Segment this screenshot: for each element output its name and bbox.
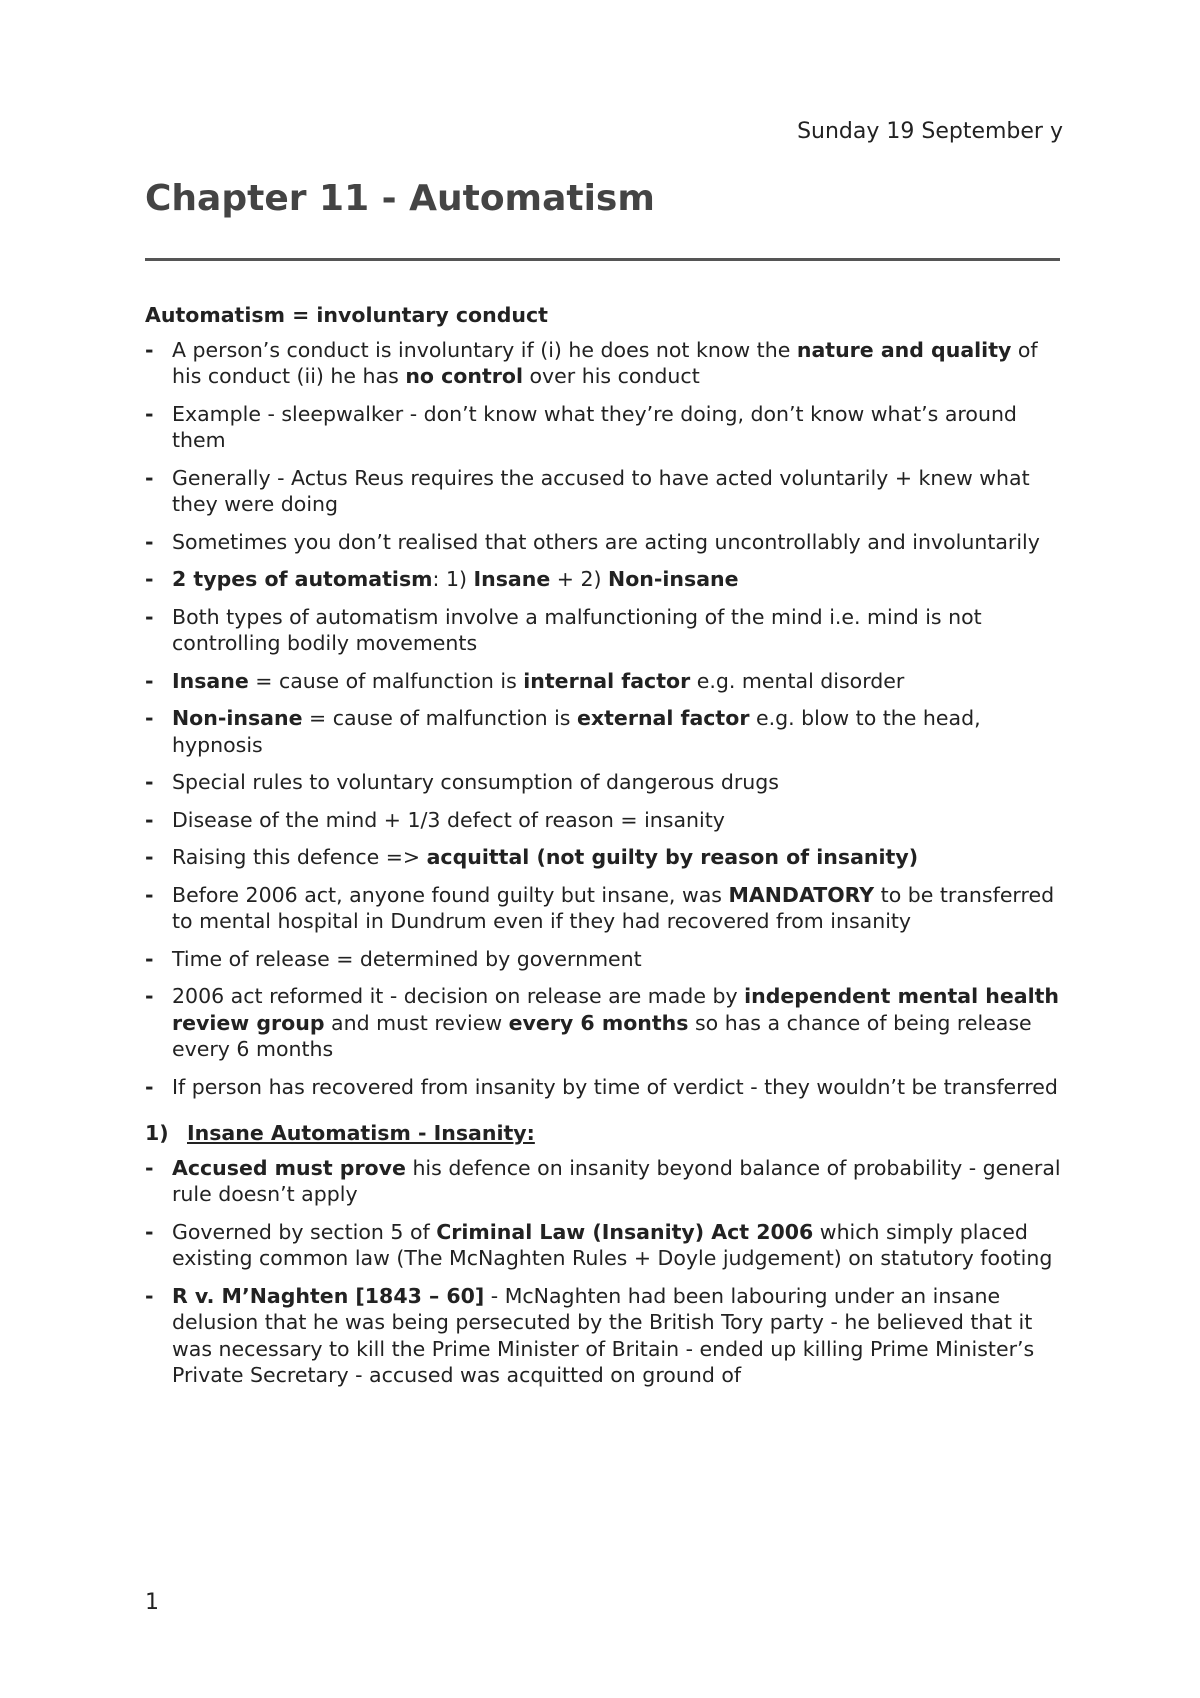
- list-item: - Generally - Actus Reus requires the accused to have acted voluntarily + knew what they were doing: [145, 465, 1065, 518]
- list-item: - 2 types of automatism: 1) Insane + 2) Non-insane: [145, 566, 1065, 593]
- list-item: - Governed by section 5 of Criminal Law (Insanity) Act 2006 which simply placed existing common law (The McNaghten Rules + Doyle judgement) on statutory footing: [145, 1219, 1065, 1272]
- list-item: - Disease of the mind + 1/3 defect of reason = insanity: [145, 807, 1065, 834]
- intro-heading: Automatism = involuntary conduct: [145, 303, 548, 327]
- intro-bullet-list: [145, 337, 1065, 1101]
- list-item: - Insane = cause of malfunction is internal factor e.g. mental disorder: [145, 668, 1065, 695]
- list-item: - Before 2006 act, anyone found guilty but insane, was MANDATORY to be transferred to mental hospital in Dundrum even if they had recovered from insanity: [145, 882, 1065, 935]
- list-item: - R v. M’Naghten [1843 – 60] - McNaghten had been labouring under an insane delusion that he was being persecuted by the British Tory party - he believed that it was necessary to kill the Prime Minister of Britain - ended up killing Prime Minister’s Private Secretary - accused was acquitted on ground of: [145, 1283, 1065, 1389]
- list-item: - Sometimes you don’t realised that others are acting uncontrollably and involuntarily: [145, 529, 1065, 556]
- list-item: - Accused must prove his defence on insanity beyond balance of probability - general rule doesn’t apply: [145, 1155, 1065, 1208]
- section-1-heading: 1) Insane Automatism - Insanity:: [145, 1121, 535, 1145]
- page-title: Chapter 11 - Automatism: [145, 178, 655, 219]
- list-item: - 2006 act reformed it - decision on release are made by independent mental health review group and must review every 6 months so has a chance of being release every 6 months: [145, 983, 1065, 1063]
- list-item: - Special rules to voluntary consumption of dangerous drugs: [145, 769, 1065, 796]
- list-item: - A person’s conduct is involuntary if (i) he does not know the nature and quality of his conduct (ii) he has no control over his conduct: [145, 337, 1065, 390]
- document-body: [145, 302, 1065, 1400]
- list-item: - Example - sleepwalker - don’t know what they’re doing, don’t know what’s around them: [145, 401, 1065, 454]
- list-item: - If person has recovered from insanity by time of verdict - they wouldn’t be transferred: [145, 1074, 1065, 1101]
- list-item: - Non-insane = cause of malfunction is external factor e.g. blow to the head, hypnosis: [145, 705, 1065, 758]
- date-header: Sunday 19 September y: [797, 119, 1063, 144]
- list-item: - Raising this defence => acquittal (not guilty by reason of insanity): [145, 844, 1065, 871]
- list-item: - Both types of automatism involve a malfunctioning of the mind i.e. mind is not controlling bodily movements: [145, 604, 1065, 657]
- title-divider: [145, 258, 1060, 261]
- page-number: 1: [145, 1590, 159, 1615]
- section-1-bullet-list: [145, 1155, 1065, 1389]
- list-item: - Time of release = determined by government: [145, 946, 1065, 973]
